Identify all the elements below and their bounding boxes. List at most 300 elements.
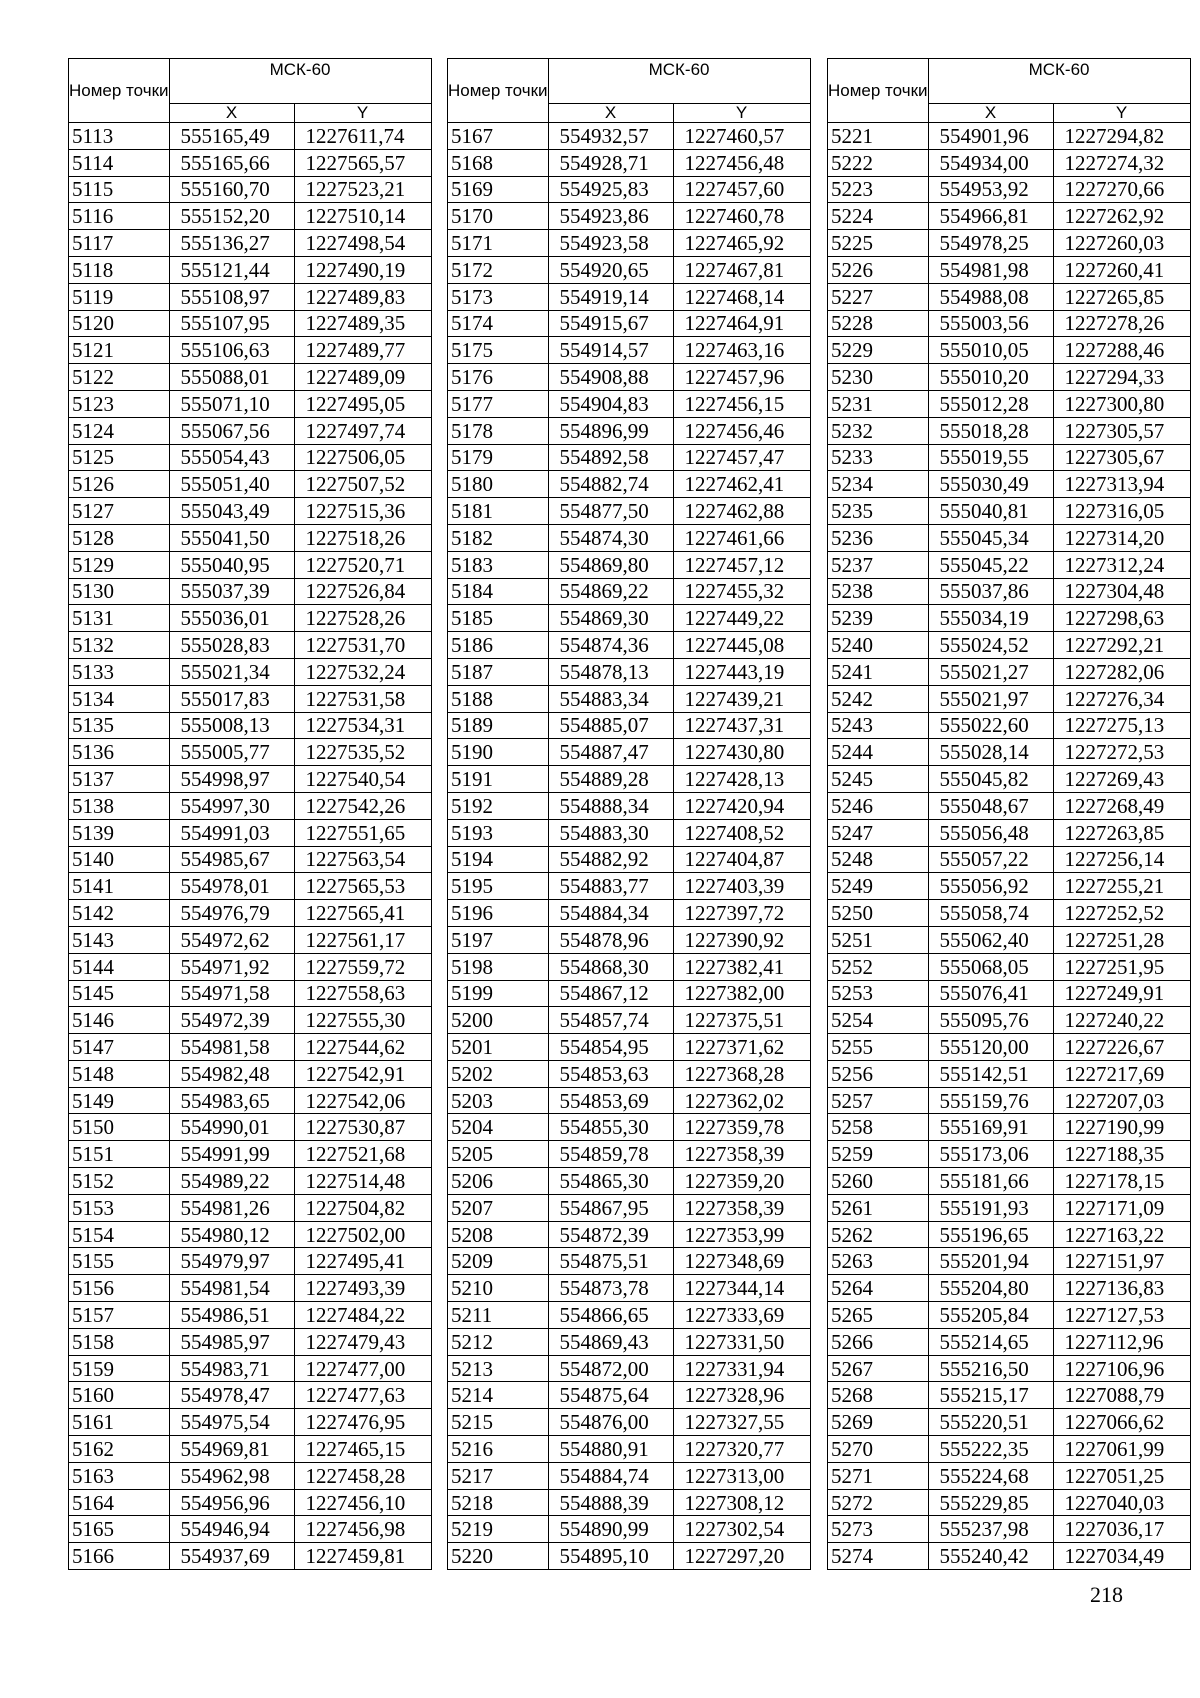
table-row bbox=[448, 230, 811, 257]
table-row bbox=[448, 900, 811, 927]
point-number-cell: 5259 bbox=[828, 1141, 929, 1168]
x-cell: 554875,51 bbox=[548, 1248, 673, 1275]
point-number-cell: 5115 bbox=[69, 176, 170, 203]
table-row bbox=[448, 739, 811, 766]
table-row bbox=[69, 605, 432, 632]
y-cell: 1227272,53 bbox=[1053, 739, 1190, 766]
point-number-cell: 5125 bbox=[69, 444, 170, 471]
y-cell: 1227397,72 bbox=[673, 900, 810, 927]
point-number-cell: 5126 bbox=[69, 471, 170, 498]
point-number-cell: 5150 bbox=[69, 1114, 170, 1141]
x-cell: 555120,00 bbox=[928, 1034, 1053, 1061]
x-cell: 555005,77 bbox=[169, 739, 294, 766]
point-number-cell: 5207 bbox=[448, 1194, 549, 1221]
table-row bbox=[448, 632, 811, 659]
point-number-cell: 5249 bbox=[828, 873, 929, 900]
table-row bbox=[69, 1462, 432, 1489]
table-row bbox=[448, 712, 811, 739]
point-number-cell: 5225 bbox=[828, 230, 929, 257]
x-cell: 554890,99 bbox=[548, 1516, 673, 1543]
x-cell: 554869,30 bbox=[548, 605, 673, 632]
table-row bbox=[448, 1409, 811, 1436]
y-cell: 1227390,92 bbox=[673, 926, 810, 953]
y-cell: 1227382,00 bbox=[673, 980, 810, 1007]
x-cell: 555196,65 bbox=[928, 1221, 1053, 1248]
y-cell: 1227127,53 bbox=[1053, 1302, 1190, 1329]
y-cell: 1227535,52 bbox=[294, 739, 431, 766]
y-cell: 1227565,53 bbox=[294, 873, 431, 900]
table-row bbox=[448, 551, 811, 578]
point-number-cell: 5247 bbox=[828, 819, 929, 846]
x-cell: 554854,95 bbox=[548, 1034, 673, 1061]
table-row bbox=[828, 1034, 1191, 1061]
table-row bbox=[448, 1007, 811, 1034]
y-cell: 1227362,02 bbox=[673, 1087, 810, 1114]
x-cell: 554919,14 bbox=[548, 283, 673, 310]
table-row bbox=[828, 1114, 1191, 1141]
x-cell: 554892,58 bbox=[548, 444, 673, 471]
x-cell: 555048,67 bbox=[928, 792, 1053, 819]
table-row bbox=[69, 1114, 432, 1141]
y-cell: 1227456,98 bbox=[294, 1516, 431, 1543]
point-number-cell: 5230 bbox=[828, 364, 929, 391]
x-cell: 554885,07 bbox=[548, 712, 673, 739]
table-row bbox=[828, 846, 1191, 873]
y-cell: 1227251,95 bbox=[1053, 953, 1190, 980]
x-cell: 555012,28 bbox=[928, 390, 1053, 417]
point-number-cell: 5182 bbox=[448, 524, 549, 551]
y-cell: 1227256,14 bbox=[1053, 846, 1190, 873]
y-cell: 1227495,41 bbox=[294, 1248, 431, 1275]
x-cell: 554986,51 bbox=[169, 1302, 294, 1329]
y-cell: 1227302,54 bbox=[673, 1516, 810, 1543]
y-cell: 1227459,81 bbox=[294, 1543, 431, 1570]
point-number-cell: 5210 bbox=[448, 1275, 549, 1302]
y-cell: 1227408,52 bbox=[673, 819, 810, 846]
table-row bbox=[828, 390, 1191, 417]
point-number-cell: 5212 bbox=[448, 1328, 549, 1355]
y-cell: 1227495,05 bbox=[294, 390, 431, 417]
y-cell: 1227088,79 bbox=[1053, 1382, 1190, 1409]
point-number-cell: 5138 bbox=[69, 792, 170, 819]
x-cell: 554962,98 bbox=[169, 1462, 294, 1489]
point-number-cell: 5143 bbox=[69, 926, 170, 953]
y-cell: 1227477,63 bbox=[294, 1382, 431, 1409]
x-cell: 554867,95 bbox=[548, 1194, 673, 1221]
point-number-cell: 5245 bbox=[828, 766, 929, 793]
point-number-cell: 5124 bbox=[69, 417, 170, 444]
table-row bbox=[828, 792, 1191, 819]
x-cell: 555240,42 bbox=[928, 1543, 1053, 1570]
y-cell: 1227520,71 bbox=[294, 551, 431, 578]
y-cell: 1227551,65 bbox=[294, 819, 431, 846]
x-cell: 555165,66 bbox=[169, 149, 294, 176]
y-cell: 1227468,14 bbox=[673, 283, 810, 310]
x-cell: 555106,63 bbox=[169, 337, 294, 364]
table-row bbox=[828, 1007, 1191, 1034]
x-cell: 554887,47 bbox=[548, 739, 673, 766]
y-cell: 1227558,63 bbox=[294, 980, 431, 1007]
x-cell: 554920,65 bbox=[548, 256, 673, 283]
x-cell: 554901,96 bbox=[928, 123, 1053, 150]
table-row bbox=[69, 524, 432, 551]
x-cell: 554978,01 bbox=[169, 873, 294, 900]
point-number-cell: 5252 bbox=[828, 953, 929, 980]
x-cell: 555201,94 bbox=[928, 1248, 1053, 1275]
table-row bbox=[448, 364, 811, 391]
x-cell: 554868,30 bbox=[548, 953, 673, 980]
point-number-cell: 5221 bbox=[828, 123, 929, 150]
table-row bbox=[69, 900, 432, 927]
point-number-cell: 5122 bbox=[69, 364, 170, 391]
x-cell: 555030,49 bbox=[928, 471, 1053, 498]
y-cell: 1227036,17 bbox=[1053, 1516, 1190, 1543]
y-cell: 1227565,41 bbox=[294, 900, 431, 927]
y-cell: 1227497,74 bbox=[294, 417, 431, 444]
y-cell: 1227136,83 bbox=[1053, 1275, 1190, 1302]
point-number-cell: 5129 bbox=[69, 551, 170, 578]
y-cell: 1227515,36 bbox=[294, 498, 431, 525]
table-row bbox=[828, 417, 1191, 444]
y-cell: 1227476,95 bbox=[294, 1409, 431, 1436]
y-cell: 1227457,12 bbox=[673, 551, 810, 578]
point-number-cell: 5197 bbox=[448, 926, 549, 953]
x-cell: 554975,54 bbox=[169, 1409, 294, 1436]
x-cell: 554872,39 bbox=[548, 1221, 673, 1248]
x-cell: 555058,74 bbox=[928, 900, 1053, 927]
y-cell: 1227260,41 bbox=[1053, 256, 1190, 283]
table-row bbox=[828, 1462, 1191, 1489]
table-row bbox=[69, 1248, 432, 1275]
x-cell: 555220,51 bbox=[928, 1409, 1053, 1436]
table-row bbox=[69, 685, 432, 712]
x-cell: 555068,05 bbox=[928, 953, 1053, 980]
point-number-cell: 5136 bbox=[69, 739, 170, 766]
y-cell: 1227359,20 bbox=[673, 1168, 810, 1195]
x-cell: 554855,30 bbox=[548, 1114, 673, 1141]
point-number-cell: 5236 bbox=[828, 524, 929, 551]
point-number-cell: 5194 bbox=[448, 846, 549, 873]
x-cell: 555045,22 bbox=[928, 551, 1053, 578]
x-header: X bbox=[548, 104, 673, 123]
coordinate-table-2 bbox=[447, 58, 811, 1570]
point-number-cell: 5141 bbox=[69, 873, 170, 900]
point-number-cell: 5260 bbox=[828, 1168, 929, 1195]
table-row bbox=[828, 953, 1191, 980]
point-number-cell: 5217 bbox=[448, 1462, 549, 1489]
y-cell: 1227506,05 bbox=[294, 444, 431, 471]
table-row bbox=[828, 256, 1191, 283]
x-cell: 554985,67 bbox=[169, 846, 294, 873]
point-number-cell: 5220 bbox=[448, 1543, 549, 1570]
x-cell: 555041,50 bbox=[169, 524, 294, 551]
y-cell: 1227563,54 bbox=[294, 846, 431, 873]
x-cell: 554981,54 bbox=[169, 1275, 294, 1302]
x-cell: 555165,49 bbox=[169, 123, 294, 150]
point-number-cell: 5180 bbox=[448, 471, 549, 498]
point-number-cell: 5147 bbox=[69, 1034, 170, 1061]
y-cell: 1227463,16 bbox=[673, 337, 810, 364]
point-number-cell: 5132 bbox=[69, 632, 170, 659]
x-cell: 555028,14 bbox=[928, 739, 1053, 766]
x-cell: 554878,13 bbox=[548, 658, 673, 685]
x-cell: 554934,00 bbox=[928, 149, 1053, 176]
point-number-cell: 5155 bbox=[69, 1248, 170, 1275]
table-row bbox=[448, 310, 811, 337]
y-cell: 1227526,84 bbox=[294, 578, 431, 605]
y-cell: 1227467,81 bbox=[673, 256, 810, 283]
y-cell: 1227498,54 bbox=[294, 230, 431, 257]
x-cell: 555205,84 bbox=[928, 1302, 1053, 1329]
x-cell: 555215,17 bbox=[928, 1382, 1053, 1409]
y-cell: 1227521,68 bbox=[294, 1141, 431, 1168]
y-cell: 1227268,49 bbox=[1053, 792, 1190, 819]
x-cell: 555159,76 bbox=[928, 1087, 1053, 1114]
y-cell: 1227456,10 bbox=[294, 1489, 431, 1516]
point-number-cell: 5237 bbox=[828, 551, 929, 578]
x-cell: 555054,43 bbox=[169, 444, 294, 471]
y-cell: 1227439,21 bbox=[673, 685, 810, 712]
x-cell: 554969,81 bbox=[169, 1436, 294, 1463]
point-number-cell: 5119 bbox=[69, 283, 170, 310]
y-cell: 1227298,63 bbox=[1053, 605, 1190, 632]
point-number-cell: 5140 bbox=[69, 846, 170, 873]
x-cell: 554873,78 bbox=[548, 1275, 673, 1302]
table-row bbox=[828, 1543, 1191, 1570]
x-cell: 554953,92 bbox=[928, 176, 1053, 203]
point-number-cell: 5191 bbox=[448, 766, 549, 793]
table-row bbox=[828, 1168, 1191, 1195]
point-number-cell: 5195 bbox=[448, 873, 549, 900]
y-cell: 1227565,57 bbox=[294, 149, 431, 176]
table-row bbox=[69, 390, 432, 417]
table-row bbox=[448, 926, 811, 953]
x-cell: 554888,34 bbox=[548, 792, 673, 819]
x-cell: 554991,99 bbox=[169, 1141, 294, 1168]
x-cell: 554889,28 bbox=[548, 766, 673, 793]
table-row bbox=[69, 739, 432, 766]
x-cell: 555204,80 bbox=[928, 1275, 1053, 1302]
table-row bbox=[448, 1462, 811, 1489]
point-number-cell: 5257 bbox=[828, 1087, 929, 1114]
point-number-cell: 5188 bbox=[448, 685, 549, 712]
y-cell: 1227489,35 bbox=[294, 310, 431, 337]
table-row bbox=[828, 578, 1191, 605]
table-row bbox=[448, 1302, 811, 1329]
table-row bbox=[69, 283, 432, 310]
y-cell: 1227313,94 bbox=[1053, 471, 1190, 498]
point-number-cell: 5149 bbox=[69, 1087, 170, 1114]
table-row bbox=[828, 176, 1191, 203]
point-number-cell: 5123 bbox=[69, 390, 170, 417]
x-cell: 555021,34 bbox=[169, 658, 294, 685]
y-header: Y bbox=[294, 104, 431, 123]
x-cell: 554883,77 bbox=[548, 873, 673, 900]
x-cell: 554981,98 bbox=[928, 256, 1053, 283]
point-number-cell: 5183 bbox=[448, 551, 549, 578]
table-row bbox=[69, 444, 432, 471]
point-number-cell: 5246 bbox=[828, 792, 929, 819]
y-cell: 1227430,80 bbox=[673, 739, 810, 766]
x-cell: 554972,39 bbox=[169, 1007, 294, 1034]
table-row bbox=[828, 149, 1191, 176]
point-number-cell: 5253 bbox=[828, 980, 929, 1007]
table-row bbox=[828, 685, 1191, 712]
x-cell: 555173,06 bbox=[928, 1141, 1053, 1168]
point-number-cell: 5254 bbox=[828, 1007, 929, 1034]
y-header: Y bbox=[673, 104, 810, 123]
x-cell: 554914,57 bbox=[548, 337, 673, 364]
y-cell: 1227240,22 bbox=[1053, 1007, 1190, 1034]
y-cell: 1227331,94 bbox=[673, 1355, 810, 1382]
x-cell: 555216,50 bbox=[928, 1355, 1053, 1382]
point-number-cell: 5243 bbox=[828, 712, 929, 739]
x-cell: 555034,19 bbox=[928, 605, 1053, 632]
point-number-cell: 5211 bbox=[448, 1302, 549, 1329]
point-number-cell: 5114 bbox=[69, 149, 170, 176]
point-number-cell: 5234 bbox=[828, 471, 929, 498]
point-number-cell: 5239 bbox=[828, 605, 929, 632]
x-cell: 554985,97 bbox=[169, 1328, 294, 1355]
y-cell: 1227456,46 bbox=[673, 417, 810, 444]
point-number-cell: 5224 bbox=[828, 203, 929, 230]
y-cell: 1227344,14 bbox=[673, 1275, 810, 1302]
point-number-cell: 5198 bbox=[448, 953, 549, 980]
x-cell: 554982,48 bbox=[169, 1060, 294, 1087]
y-cell: 1227305,57 bbox=[1053, 417, 1190, 444]
x-cell: 554869,80 bbox=[548, 551, 673, 578]
x-cell: 555136,27 bbox=[169, 230, 294, 257]
table-row bbox=[69, 1087, 432, 1114]
point-number-cell: 5156 bbox=[69, 1275, 170, 1302]
table-row bbox=[69, 846, 432, 873]
y-cell: 1227528,26 bbox=[294, 605, 431, 632]
x-cell: 554874,36 bbox=[548, 632, 673, 659]
y-cell: 1227171,09 bbox=[1053, 1194, 1190, 1221]
point-number-cell: 5205 bbox=[448, 1141, 549, 1168]
point-number-cell: 5163 bbox=[69, 1462, 170, 1489]
x-cell: 554888,39 bbox=[548, 1489, 673, 1516]
table-row bbox=[448, 524, 811, 551]
point-number-cell: 5189 bbox=[448, 712, 549, 739]
x-cell: 555062,40 bbox=[928, 926, 1053, 953]
point-number-cell: 5192 bbox=[448, 792, 549, 819]
y-cell: 1227484,22 bbox=[294, 1302, 431, 1329]
point-number-cell: 5193 bbox=[448, 819, 549, 846]
y-cell: 1227226,67 bbox=[1053, 1034, 1190, 1061]
y-cell: 1227051,25 bbox=[1053, 1462, 1190, 1489]
x-cell: 554988,08 bbox=[928, 283, 1053, 310]
y-cell: 1227456,48 bbox=[673, 149, 810, 176]
table-row bbox=[448, 819, 811, 846]
x-cell: 554925,83 bbox=[548, 176, 673, 203]
x-cell: 555181,66 bbox=[928, 1168, 1053, 1195]
table-row bbox=[448, 1087, 811, 1114]
x-cell: 555021,97 bbox=[928, 685, 1053, 712]
y-cell: 1227382,41 bbox=[673, 953, 810, 980]
point-number-cell: 5130 bbox=[69, 578, 170, 605]
table-row bbox=[69, 1543, 432, 1570]
point-number-cell: 5128 bbox=[69, 524, 170, 551]
point-number-cell: 5169 bbox=[448, 176, 549, 203]
table-row bbox=[69, 417, 432, 444]
point-number-cell: 5190 bbox=[448, 739, 549, 766]
point-number-cell: 5133 bbox=[69, 658, 170, 685]
point-number-cell: 5215 bbox=[448, 1409, 549, 1436]
y-cell: 1227514,48 bbox=[294, 1168, 431, 1195]
y-cell: 1227542,91 bbox=[294, 1060, 431, 1087]
point-number-cell: 5187 bbox=[448, 658, 549, 685]
x-cell: 554915,67 bbox=[548, 310, 673, 337]
point-number-cell: 5267 bbox=[828, 1355, 929, 1382]
point-number-cell: 5160 bbox=[69, 1382, 170, 1409]
y-cell: 1227190,99 bbox=[1053, 1114, 1190, 1141]
x-cell: 554923,86 bbox=[548, 203, 673, 230]
table-row bbox=[828, 364, 1191, 391]
table-row bbox=[448, 605, 811, 632]
table-row bbox=[69, 766, 432, 793]
y-cell: 1227458,28 bbox=[294, 1462, 431, 1489]
point-number-cell: 5244 bbox=[828, 739, 929, 766]
x-cell: 555222,35 bbox=[928, 1436, 1053, 1463]
x-cell: 555071,10 bbox=[169, 390, 294, 417]
table-row bbox=[69, 792, 432, 819]
point-number-cell: 5206 bbox=[448, 1168, 549, 1195]
y-cell: 1227278,26 bbox=[1053, 310, 1190, 337]
x-cell: 555056,92 bbox=[928, 873, 1053, 900]
table-row bbox=[828, 283, 1191, 310]
table-row bbox=[448, 176, 811, 203]
point-number-cell: 5264 bbox=[828, 1275, 929, 1302]
y-cell: 1227314,20 bbox=[1053, 524, 1190, 551]
table-row bbox=[828, 337, 1191, 364]
y-cell: 1227479,43 bbox=[294, 1328, 431, 1355]
x-cell: 554853,63 bbox=[548, 1060, 673, 1087]
table-row bbox=[828, 471, 1191, 498]
page-number: 218 bbox=[1090, 1582, 1123, 1607]
y-cell: 1227358,39 bbox=[673, 1141, 810, 1168]
point-number-cell: 5135 bbox=[69, 712, 170, 739]
x-cell: 555095,76 bbox=[928, 1007, 1053, 1034]
point-number-cell: 5185 bbox=[448, 605, 549, 632]
y-cell: 1227327,55 bbox=[673, 1409, 810, 1436]
x-cell: 554867,12 bbox=[548, 980, 673, 1007]
x-cell: 555121,44 bbox=[169, 256, 294, 283]
point-number-cell: 5201 bbox=[448, 1034, 549, 1061]
x-cell: 554853,69 bbox=[548, 1087, 673, 1114]
table-row bbox=[828, 1355, 1191, 1382]
table-body bbox=[828, 123, 1191, 1570]
table-row bbox=[69, 1516, 432, 1543]
table-row bbox=[69, 1034, 432, 1061]
y-cell: 1227112,96 bbox=[1053, 1328, 1190, 1355]
x-cell: 555010,20 bbox=[928, 364, 1053, 391]
table-row bbox=[828, 658, 1191, 685]
table-row bbox=[828, 1516, 1191, 1543]
table-row bbox=[448, 1114, 811, 1141]
y-cell: 1227260,03 bbox=[1053, 230, 1190, 257]
point-number-cell: 5173 bbox=[448, 283, 549, 310]
x-cell: 555028,83 bbox=[169, 632, 294, 659]
y-cell: 1227358,39 bbox=[673, 1194, 810, 1221]
point-number-cell: 5228 bbox=[828, 310, 929, 337]
x-cell: 555142,51 bbox=[928, 1060, 1053, 1087]
x-cell: 554857,74 bbox=[548, 1007, 673, 1034]
y-cell: 1227449,22 bbox=[673, 605, 810, 632]
y-cell: 1227061,99 bbox=[1053, 1436, 1190, 1463]
y-cell: 1227555,30 bbox=[294, 1007, 431, 1034]
coordinate-table-3 bbox=[827, 58, 1191, 1570]
